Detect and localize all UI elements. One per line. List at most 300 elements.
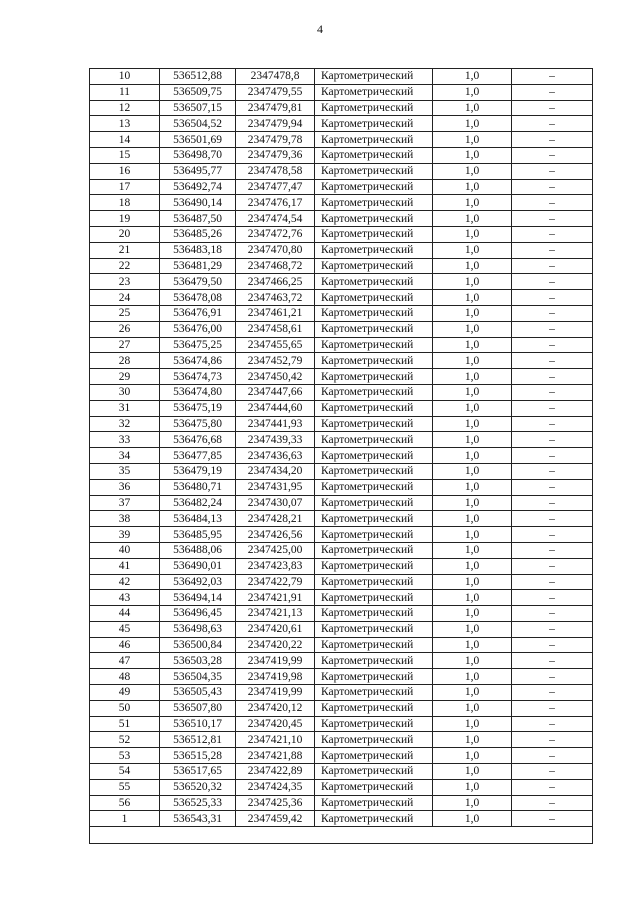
table-row (90, 274, 593, 290)
note-cell: – (512, 732, 593, 748)
y-coordinate-cell: 2347466,25 (236, 274, 315, 290)
note-cell: – (512, 369, 593, 385)
accuracy-cell: 1,0 (433, 432, 512, 448)
point-number-cell: 27 (90, 337, 160, 353)
table-row (90, 637, 593, 653)
method-cell: Картометрический (315, 779, 433, 795)
table-row (90, 211, 593, 227)
x-coordinate-cell: 536485,95 (160, 527, 236, 543)
y-coordinate-cell: 2347472,76 (236, 226, 315, 242)
y-coordinate-cell: 2347420,45 (236, 716, 315, 732)
accuracy-cell: 1,0 (433, 527, 512, 543)
accuracy-cell: 1,0 (433, 669, 512, 685)
point-number-cell: 56 (90, 795, 160, 811)
method-cell: Картометрический (315, 716, 433, 732)
x-coordinate-cell: 536507,15 (160, 100, 236, 116)
x-coordinate-cell: 536504,35 (160, 669, 236, 685)
note-cell: – (512, 685, 593, 701)
note-cell: – (512, 590, 593, 606)
method-cell: Картометрический (315, 574, 433, 590)
point-number-cell: 48 (90, 669, 160, 685)
method-cell: Картометрический (315, 116, 433, 132)
y-coordinate-cell: 2347474,54 (236, 211, 315, 227)
x-coordinate-cell: 536512,81 (160, 732, 236, 748)
x-coordinate-cell: 536515,28 (160, 748, 236, 764)
note-cell: – (512, 147, 593, 163)
point-number-cell: 18 (90, 195, 160, 211)
y-coordinate-cell: 2347441,93 (236, 416, 315, 432)
point-number-cell: 10 (90, 69, 160, 85)
table-row (90, 416, 593, 432)
point-number-cell: 19 (90, 211, 160, 227)
note-cell: – (512, 463, 593, 479)
accuracy-cell: 1,0 (433, 211, 512, 227)
method-cell: Картометрический (315, 84, 433, 100)
point-number-cell: 42 (90, 574, 160, 590)
method-cell: Картометрический (315, 179, 433, 195)
table-row (90, 163, 593, 179)
method-cell: Картометрический (315, 305, 433, 321)
y-coordinate-cell: 2347422,79 (236, 574, 315, 590)
note-cell: – (512, 211, 593, 227)
table-row (90, 542, 593, 558)
accuracy-cell: 1,0 (433, 621, 512, 637)
point-number-cell: 55 (90, 779, 160, 795)
page-number: 4 (317, 22, 323, 36)
y-coordinate-cell: 2347452,79 (236, 353, 315, 369)
table-row (90, 669, 593, 685)
note-cell: – (512, 448, 593, 464)
table-row (90, 448, 593, 464)
point-number-cell: 43 (90, 590, 160, 606)
coordinates-table-body (90, 69, 593, 844)
note-cell: – (512, 290, 593, 306)
note-cell: – (512, 779, 593, 795)
x-coordinate-cell: 536543,31 (160, 811, 236, 827)
point-number-cell: 47 (90, 653, 160, 669)
table-row (90, 527, 593, 543)
x-coordinate-cell: 536504,52 (160, 116, 236, 132)
point-number-cell: 40 (90, 542, 160, 558)
accuracy-cell: 1,0 (433, 606, 512, 622)
y-coordinate-cell: 2347430,07 (236, 495, 315, 511)
x-coordinate-cell: 536492,03 (160, 574, 236, 590)
x-coordinate-cell: 536474,86 (160, 353, 236, 369)
accuracy-cell: 1,0 (433, 321, 512, 337)
note-cell: – (512, 337, 593, 353)
method-cell: Картометрический (315, 369, 433, 385)
y-coordinate-cell: 2347463,72 (236, 290, 315, 306)
note-cell: – (512, 305, 593, 321)
method-cell: Картометрический (315, 495, 433, 511)
x-coordinate-cell: 536487,50 (160, 211, 236, 227)
x-coordinate-cell: 536476,00 (160, 321, 236, 337)
method-cell: Картометрический (315, 211, 433, 227)
method-cell: Картометрический (315, 163, 433, 179)
coordinates-table (89, 68, 593, 844)
y-coordinate-cell: 2347468,72 (236, 258, 315, 274)
method-cell: Картометрический (315, 621, 433, 637)
note-cell: – (512, 637, 593, 653)
method-cell: Картометрический (315, 653, 433, 669)
point-number-cell: 26 (90, 321, 160, 337)
accuracy-cell: 1,0 (433, 716, 512, 732)
method-cell: Картометрический (315, 132, 433, 148)
method-cell: Картометрический (315, 637, 433, 653)
note-cell: – (512, 527, 593, 543)
point-number-cell: 37 (90, 495, 160, 511)
x-coordinate-cell: 536498,70 (160, 147, 236, 163)
point-number-cell: 50 (90, 700, 160, 716)
point-number-cell: 13 (90, 116, 160, 132)
accuracy-cell: 1,0 (433, 463, 512, 479)
table-row (90, 195, 593, 211)
accuracy-cell: 1,0 (433, 147, 512, 163)
note-cell: – (512, 226, 593, 242)
method-cell: Картометрический (315, 511, 433, 527)
accuracy-cell: 1,0 (433, 242, 512, 258)
x-coordinate-cell: 536483,18 (160, 242, 236, 258)
note-cell: – (512, 179, 593, 195)
point-number-cell: 36 (90, 479, 160, 495)
point-number-cell: 11 (90, 84, 160, 100)
method-cell: Картометрический (315, 606, 433, 622)
x-coordinate-cell: 536481,29 (160, 258, 236, 274)
x-coordinate-cell: 536478,08 (160, 290, 236, 306)
y-coordinate-cell: 2347439,33 (236, 432, 315, 448)
accuracy-cell: 1,0 (433, 637, 512, 653)
point-number-cell: 25 (90, 305, 160, 321)
accuracy-cell: 1,0 (433, 195, 512, 211)
note-cell: – (512, 606, 593, 622)
table-row (90, 132, 593, 148)
point-number-cell: 22 (90, 258, 160, 274)
point-number-cell: 12 (90, 100, 160, 116)
note-cell: – (512, 321, 593, 337)
accuracy-cell: 1,0 (433, 748, 512, 764)
method-cell: Картометрический (315, 764, 433, 780)
note-cell: – (512, 432, 593, 448)
y-coordinate-cell: 2347478,58 (236, 163, 315, 179)
x-coordinate-cell: 536496,45 (160, 606, 236, 622)
note-cell: – (512, 69, 593, 85)
table-row (90, 558, 593, 574)
point-number-cell: 53 (90, 748, 160, 764)
table-row (90, 432, 593, 448)
method-cell: Картометрический (315, 242, 433, 258)
y-coordinate-cell: 2347459,42 (236, 811, 315, 827)
y-coordinate-cell: 2347419,99 (236, 685, 315, 701)
point-number-cell: 54 (90, 764, 160, 780)
accuracy-cell: 1,0 (433, 448, 512, 464)
point-number-cell: 35 (90, 463, 160, 479)
accuracy-cell: 1,0 (433, 258, 512, 274)
point-number-cell: 14 (90, 132, 160, 148)
accuracy-cell: 1,0 (433, 558, 512, 574)
y-coordinate-cell: 2347424,35 (236, 779, 315, 795)
accuracy-cell: 1,0 (433, 764, 512, 780)
empty-table-row (90, 827, 593, 844)
accuracy-cell: 1,0 (433, 69, 512, 85)
x-coordinate-cell: 536501,69 (160, 132, 236, 148)
table-row (90, 748, 593, 764)
y-coordinate-cell: 2347479,81 (236, 100, 315, 116)
table-row (90, 384, 593, 400)
method-cell: Картометрический (315, 748, 433, 764)
point-number-cell: 38 (90, 511, 160, 527)
x-coordinate-cell: 536475,80 (160, 416, 236, 432)
point-number-cell: 46 (90, 637, 160, 653)
method-cell: Картометрический (315, 147, 433, 163)
accuracy-cell: 1,0 (433, 653, 512, 669)
x-coordinate-cell: 536482,24 (160, 495, 236, 511)
accuracy-cell: 1,0 (433, 116, 512, 132)
x-coordinate-cell: 536512,88 (160, 69, 236, 85)
note-cell: – (512, 195, 593, 211)
x-coordinate-cell: 536490,01 (160, 558, 236, 574)
note-cell: – (512, 400, 593, 416)
note-cell: – (512, 700, 593, 716)
point-number-cell: 41 (90, 558, 160, 574)
y-coordinate-cell: 2347420,22 (236, 637, 315, 653)
y-coordinate-cell: 2347420,12 (236, 700, 315, 716)
note-cell: – (512, 132, 593, 148)
empty-cell (90, 827, 593, 844)
x-coordinate-cell: 536492,74 (160, 179, 236, 195)
table-row (90, 811, 593, 827)
table-row (90, 795, 593, 811)
note-cell: – (512, 384, 593, 400)
x-coordinate-cell: 536477,85 (160, 448, 236, 464)
table-row (90, 100, 593, 116)
note-cell: – (512, 416, 593, 432)
method-cell: Картометрический (315, 732, 433, 748)
y-coordinate-cell: 2347426,56 (236, 527, 315, 543)
method-cell: Картометрический (315, 542, 433, 558)
point-number-cell: 16 (90, 163, 160, 179)
accuracy-cell: 1,0 (433, 779, 512, 795)
accuracy-cell: 1,0 (433, 574, 512, 590)
x-coordinate-cell: 536475,25 (160, 337, 236, 353)
x-coordinate-cell: 536490,14 (160, 195, 236, 211)
method-cell: Картометрический (315, 69, 433, 85)
note-cell: – (512, 116, 593, 132)
x-coordinate-cell: 536476,91 (160, 305, 236, 321)
x-coordinate-cell: 536498,63 (160, 621, 236, 637)
accuracy-cell: 1,0 (433, 163, 512, 179)
table-row (90, 716, 593, 732)
accuracy-cell: 1,0 (433, 542, 512, 558)
note-cell: – (512, 242, 593, 258)
table-row (90, 179, 593, 195)
note-cell: – (512, 621, 593, 637)
table-row (90, 700, 593, 716)
x-coordinate-cell: 536476,68 (160, 432, 236, 448)
method-cell: Картометрический (315, 416, 433, 432)
y-coordinate-cell: 2347479,55 (236, 84, 315, 100)
method-cell: Картометрический (315, 337, 433, 353)
table-row (90, 495, 593, 511)
method-cell: Картометрический (315, 669, 433, 685)
y-coordinate-cell: 2347436,63 (236, 448, 315, 464)
y-coordinate-cell: 2347450,42 (236, 369, 315, 385)
note-cell: – (512, 274, 593, 290)
method-cell: Картометрический (315, 258, 433, 274)
y-coordinate-cell: 2347455,65 (236, 337, 315, 353)
x-coordinate-cell: 536520,32 (160, 779, 236, 795)
method-cell: Картометрический (315, 290, 433, 306)
accuracy-cell: 1,0 (433, 337, 512, 353)
method-cell: Картометрический (315, 400, 433, 416)
accuracy-cell: 1,0 (433, 384, 512, 400)
accuracy-cell: 1,0 (433, 274, 512, 290)
accuracy-cell: 1,0 (433, 290, 512, 306)
accuracy-cell: 1,0 (433, 495, 512, 511)
x-coordinate-cell: 536517,65 (160, 764, 236, 780)
table-row (90, 621, 593, 637)
table-row (90, 69, 593, 85)
note-cell: – (512, 558, 593, 574)
point-number-cell: 31 (90, 400, 160, 416)
table-row (90, 574, 593, 590)
x-coordinate-cell: 536474,73 (160, 369, 236, 385)
y-coordinate-cell: 2347431,95 (236, 479, 315, 495)
accuracy-cell: 1,0 (433, 795, 512, 811)
y-coordinate-cell: 2347419,98 (236, 669, 315, 685)
note-cell: – (512, 100, 593, 116)
table-row (90, 116, 593, 132)
point-number-cell: 45 (90, 621, 160, 637)
table-row (90, 685, 593, 701)
table-row (90, 369, 593, 385)
x-coordinate-cell: 536480,71 (160, 479, 236, 495)
x-coordinate-cell: 536479,50 (160, 274, 236, 290)
y-coordinate-cell: 2347476,17 (236, 195, 315, 211)
note-cell: – (512, 811, 593, 827)
note-cell: – (512, 495, 593, 511)
x-coordinate-cell: 536494,14 (160, 590, 236, 606)
y-coordinate-cell: 2347479,78 (236, 132, 315, 148)
note-cell: – (512, 353, 593, 369)
note-cell: – (512, 653, 593, 669)
accuracy-cell: 1,0 (433, 369, 512, 385)
accuracy-cell: 1,0 (433, 305, 512, 321)
table-row (90, 226, 593, 242)
x-coordinate-cell: 536479,19 (160, 463, 236, 479)
accuracy-cell: 1,0 (433, 416, 512, 432)
table-row (90, 305, 593, 321)
method-cell: Картометрический (315, 700, 433, 716)
accuracy-cell: 1,0 (433, 400, 512, 416)
table-row (90, 321, 593, 337)
note-cell: – (512, 511, 593, 527)
accuracy-cell: 1,0 (433, 84, 512, 100)
table-row (90, 463, 593, 479)
y-coordinate-cell: 2347421,10 (236, 732, 315, 748)
x-coordinate-cell: 536505,43 (160, 685, 236, 701)
accuracy-cell: 1,0 (433, 685, 512, 701)
accuracy-cell: 1,0 (433, 226, 512, 242)
table-row (90, 732, 593, 748)
x-coordinate-cell: 536488,06 (160, 542, 236, 558)
y-coordinate-cell: 2347458,61 (236, 321, 315, 337)
method-cell: Картометрический (315, 195, 433, 211)
y-coordinate-cell: 2347419,99 (236, 653, 315, 669)
accuracy-cell: 1,0 (433, 479, 512, 495)
note-cell: – (512, 574, 593, 590)
x-coordinate-cell: 536525,33 (160, 795, 236, 811)
table-row (90, 258, 593, 274)
y-coordinate-cell: 2347421,91 (236, 590, 315, 606)
x-coordinate-cell: 536495,77 (160, 163, 236, 179)
point-number-cell: 17 (90, 179, 160, 195)
method-cell: Картометрический (315, 353, 433, 369)
y-coordinate-cell: 2347434,20 (236, 463, 315, 479)
y-coordinate-cell: 2347422,89 (236, 764, 315, 780)
table-row (90, 479, 593, 495)
note-cell: – (512, 716, 593, 732)
y-coordinate-cell: 2347425,36 (236, 795, 315, 811)
method-cell: Картометрический (315, 795, 433, 811)
accuracy-cell: 1,0 (433, 700, 512, 716)
point-number-cell: 1 (90, 811, 160, 827)
y-coordinate-cell: 2347421,13 (236, 606, 315, 622)
y-coordinate-cell: 2347428,21 (236, 511, 315, 527)
x-coordinate-cell: 536500,84 (160, 637, 236, 653)
method-cell: Картометрический (315, 527, 433, 543)
table-row (90, 400, 593, 416)
method-cell: Картометрический (315, 479, 433, 495)
x-coordinate-cell: 536509,75 (160, 84, 236, 100)
note-cell: – (512, 669, 593, 685)
method-cell: Картометрический (315, 463, 433, 479)
y-coordinate-cell: 2347421,88 (236, 748, 315, 764)
y-coordinate-cell: 2347423,83 (236, 558, 315, 574)
point-number-cell: 29 (90, 369, 160, 385)
method-cell: Картометрический (315, 558, 433, 574)
y-coordinate-cell: 2347447,66 (236, 384, 315, 400)
accuracy-cell: 1,0 (433, 353, 512, 369)
point-number-cell: 51 (90, 716, 160, 732)
method-cell: Картометрический (315, 448, 433, 464)
method-cell: Картометрический (315, 432, 433, 448)
table-row (90, 590, 593, 606)
table-row (90, 337, 593, 353)
point-number-cell: 33 (90, 432, 160, 448)
point-number-cell: 24 (90, 290, 160, 306)
y-coordinate-cell: 2347444,60 (236, 400, 315, 416)
method-cell: Картометрический (315, 274, 433, 290)
point-number-cell: 23 (90, 274, 160, 290)
y-coordinate-cell: 2347479,36 (236, 147, 315, 163)
point-number-cell: 44 (90, 606, 160, 622)
x-coordinate-cell: 536474,80 (160, 384, 236, 400)
accuracy-cell: 1,0 (433, 511, 512, 527)
x-coordinate-cell: 536507,80 (160, 700, 236, 716)
note-cell: – (512, 748, 593, 764)
point-number-cell: 20 (90, 226, 160, 242)
method-cell: Картометрический (315, 685, 433, 701)
point-number-cell: 28 (90, 353, 160, 369)
x-coordinate-cell: 536475,19 (160, 400, 236, 416)
point-number-cell: 21 (90, 242, 160, 258)
table-row (90, 353, 593, 369)
y-coordinate-cell: 2347461,21 (236, 305, 315, 321)
accuracy-cell: 1,0 (433, 811, 512, 827)
x-coordinate-cell: 536485,26 (160, 226, 236, 242)
table-row (90, 653, 593, 669)
y-coordinate-cell: 2347470,80 (236, 242, 315, 258)
